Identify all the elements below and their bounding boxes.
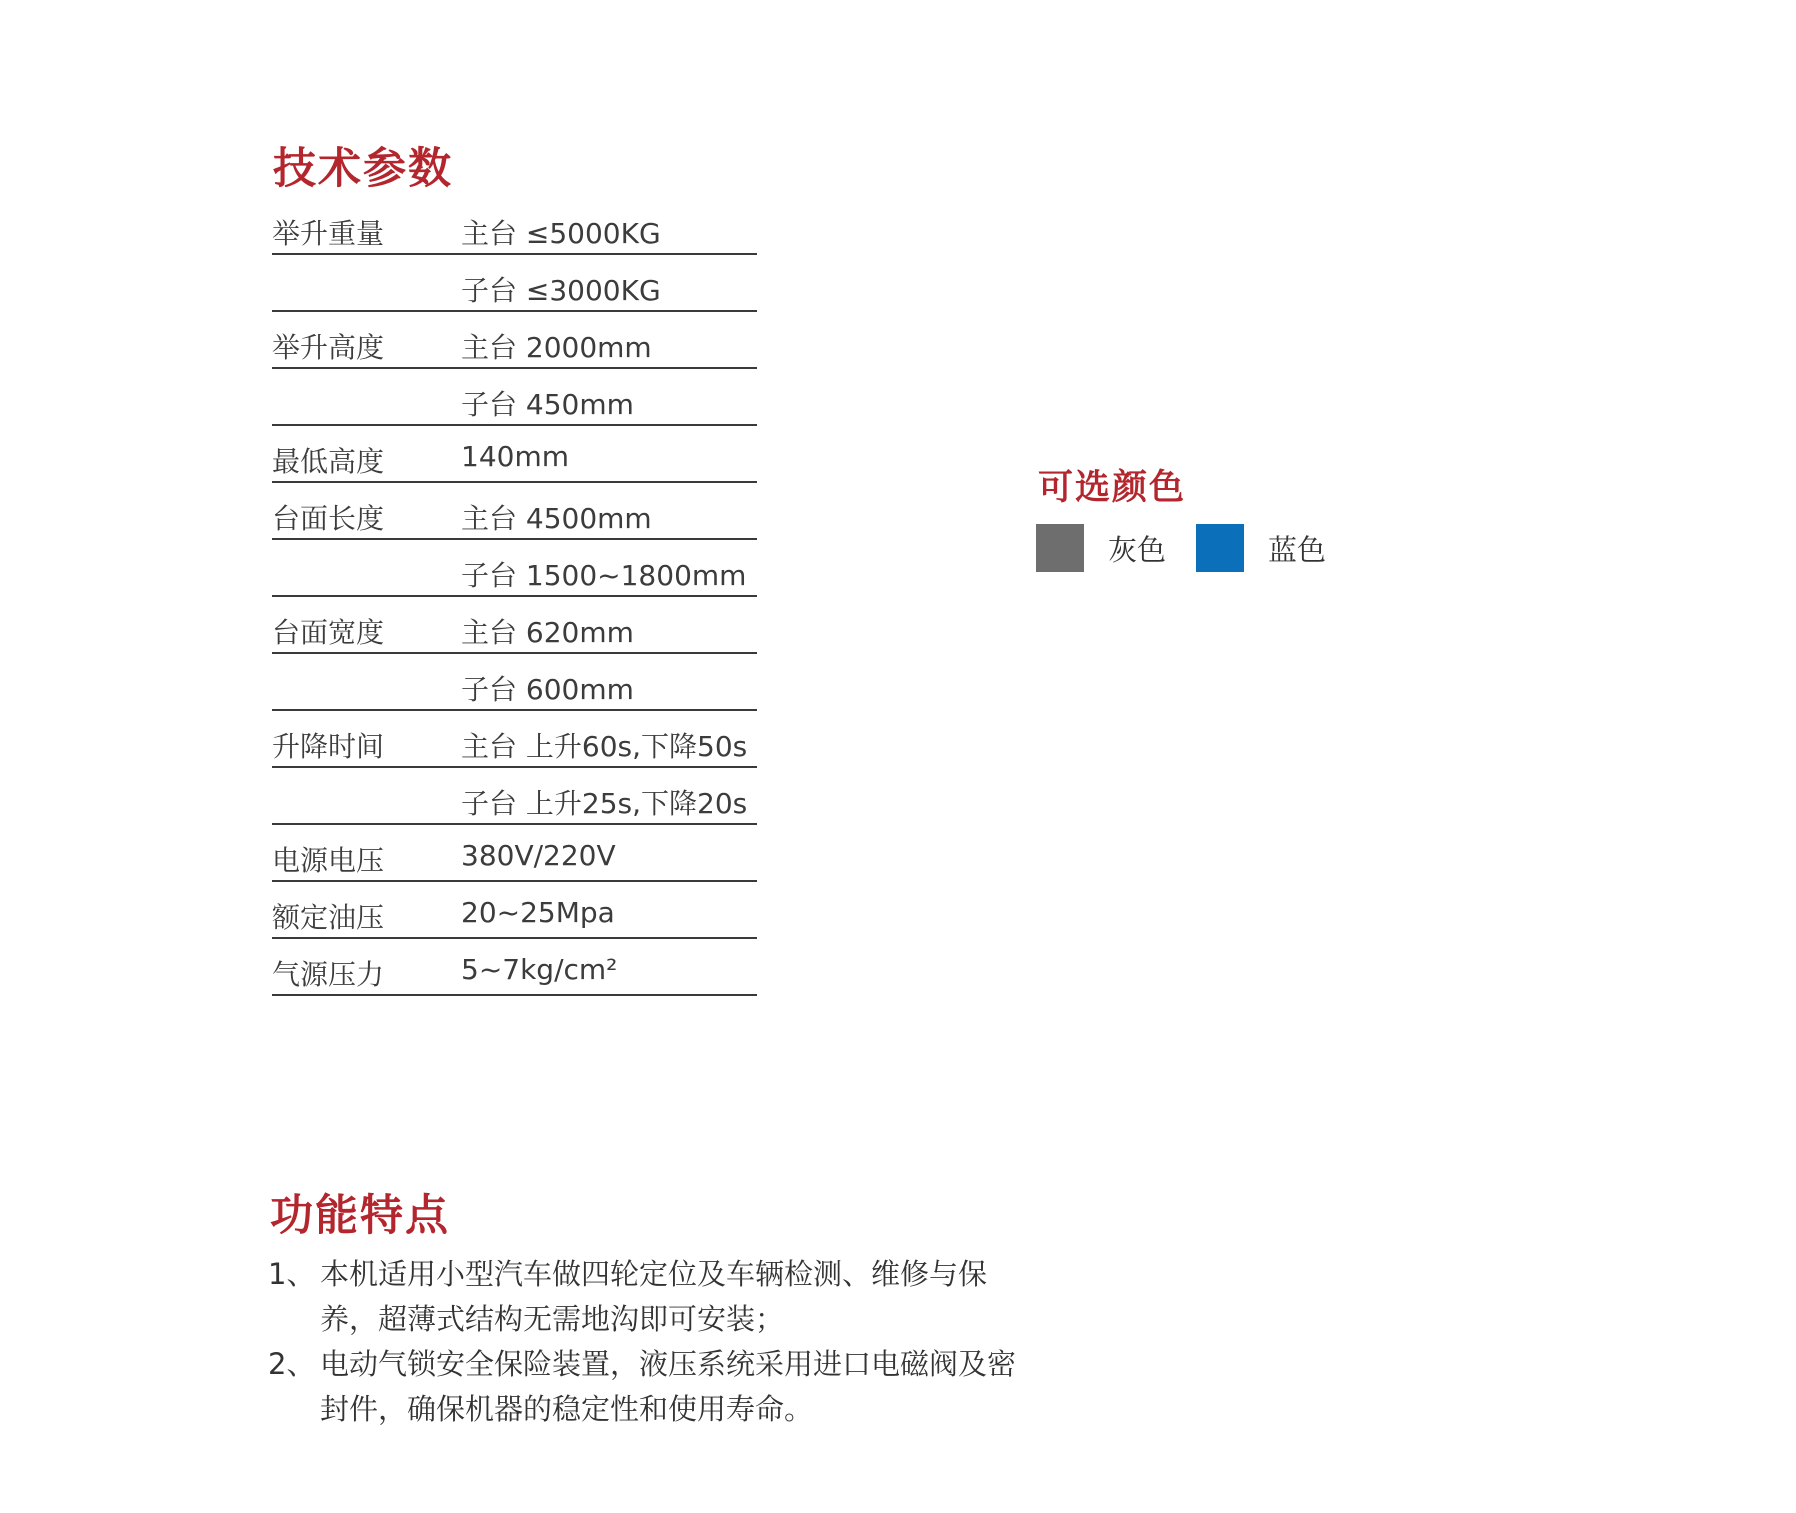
color-section-title: 可选颜色: [1038, 468, 1187, 508]
color-swatch-blue: [1196, 524, 1244, 572]
spec-row: [272, 654, 757, 711]
spec-value: 子台 1500~1800mm: [461, 559, 747, 592]
feature-number: 1、: [268, 1257, 316, 1291]
spec-value: 子台 600mm: [461, 673, 634, 706]
spec-label: 最低高度: [272, 445, 385, 478]
spec-row: [272, 198, 757, 255]
spec-value: 子台 450mm: [461, 388, 634, 421]
color-label: 灰色: [1108, 532, 1167, 567]
spec-label: 台面宽度: [272, 616, 385, 649]
spec-value: 主台 4500mm: [461, 502, 652, 535]
spec-row: [272, 255, 757, 312]
spec-value: 子台 ≤3000KG: [461, 274, 661, 307]
features-section-title: 功能特点: [270, 1191, 450, 1241]
spec-value: 主台 2000mm: [461, 331, 652, 364]
spec-value: 380V/220V: [461, 839, 616, 872]
features-list: [268, 1252, 1028, 1432]
feature-number: 2、: [268, 1347, 316, 1381]
spec-label: 台面长度: [272, 502, 385, 535]
spec-label: 举升高度: [272, 331, 385, 364]
spec-label: 升降时间: [272, 730, 385, 763]
spec-table: [272, 198, 757, 996]
spec-row: [272, 882, 757, 939]
spec-value: 140mm: [461, 440, 569, 473]
spec-label: 举升重量: [272, 217, 385, 250]
spec-row: [272, 540, 757, 597]
spec-value: 主台 上升60s,下降50s: [461, 730, 748, 763]
spec-label: 气源压力: [272, 958, 385, 991]
spec-row: [272, 483, 757, 540]
spec-label: 额定油压: [272, 901, 385, 934]
spec-row: [272, 939, 757, 996]
feature-text: 本机适用小型汽车做四轮定位及车辆检测、维修与保养，超薄式结构无需地沟即可安装；: [320, 1257, 988, 1336]
spec-value: 20~25Mpa: [461, 896, 615, 929]
spec-row: [272, 825, 757, 882]
spec-row: [272, 597, 757, 654]
color-options: [1036, 524, 1356, 572]
spec-row: [272, 711, 757, 768]
spec-value: 子台 上升25s,下降20s: [461, 787, 748, 820]
spec-row: [272, 768, 757, 825]
spec-section-title: 技术参数: [273, 144, 453, 194]
color-swatch-gray: [1036, 524, 1084, 572]
color-label: 蓝色: [1268, 532, 1327, 567]
spec-value: 5~7kg/cm²: [461, 953, 618, 986]
spec-value: 主台 ≤5000KG: [461, 217, 661, 250]
spec-row: [272, 369, 757, 426]
spec-value: 主台 620mm: [461, 616, 634, 649]
spec-row: [272, 312, 757, 369]
feature-item: [268, 1252, 1028, 1342]
feature-text: 电动气锁安全保险装置，液压系统采用进口电磁阀及密封件，确保机器的稳定性和使用寿命。: [320, 1347, 1017, 1426]
feature-item: [268, 1342, 1028, 1432]
spec-label: 电源电压: [272, 844, 385, 877]
spec-row: [272, 426, 757, 483]
